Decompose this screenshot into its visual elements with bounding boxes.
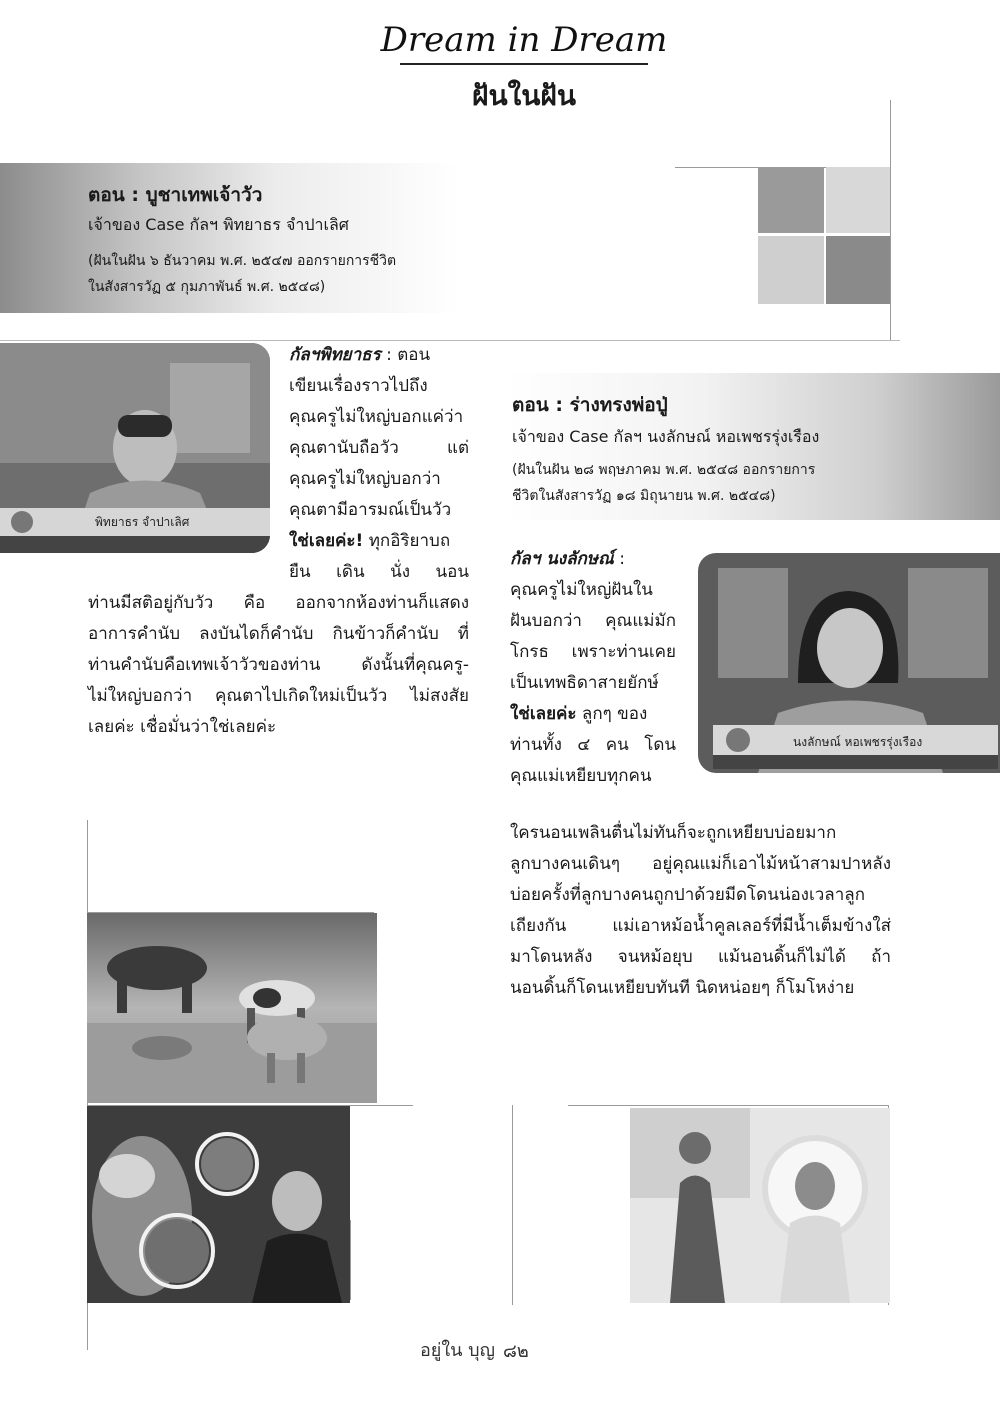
illustration-two-women [630, 1108, 890, 1303]
section1-lead: กัลฯพิทยาธร [289, 345, 381, 365]
page-number: ๘๒ [503, 1341, 529, 1362]
title-underline [400, 63, 648, 65]
section1-owner: เจ้าของ Case กัลฯ พิทยาธร จำปาเลิศ [88, 215, 349, 234]
section2-date-line1: (ฝันในฝัน ๒๘ พฤษภาคม พ.ศ. ๒๕๔๘ ออกรายการ [512, 462, 816, 478]
decor-square [758, 236, 824, 304]
section2-body-long: ใครนอนเพลินตื่นไม่ทันก็จะถูกเหยียบบ่อยมาก ลูกบางคนเดินๆ อยู่คุณแม่ก็เอาไม้หน้าสามปาหลัง บ่อยครั้งที่ลูกบางคนถูกปาด้วยมีดโดนน่องเวลาลูก เถียงกัน แม่เอาหม้อน้ำคูลเลอร์ที่มีน้ำเต็มข้างใส่ มาโดนหลัง จนหม้อยุบ แม้นอนดิ้นก็ไม่ได้ ถ้า นอนดิ้นก็โดนเหยียบทันที นิดหน่อยๆ ก็โมโหง่าย [510, 823, 891, 998]
divider-vertical-top-right [890, 100, 891, 340]
page-subtitle: ฝันในฝัน [472, 79, 576, 112]
decor-square [758, 167, 824, 233]
illustration-cow-prayer [87, 1106, 350, 1303]
section2-lead: กัลฯ นงลักษณ์ [510, 549, 614, 569]
divider-vertical-right-bottom [512, 1105, 513, 1305]
section1-title: ตอน : บูชาเทพเจ้าวัว [88, 184, 263, 206]
section1-date-line1: (ฝันในฝัน ๖ ธันวาคม พ.ศ. ๒๕๔๗ ออกรายการชีวิต [88, 253, 397, 269]
section2-owner: เจ้าของ Case กัลฯ นงลักษณ์ หอเพชรรุ่งเรือง [512, 427, 820, 446]
decor-square [826, 167, 890, 233]
divider-right-bottom [568, 1105, 888, 1106]
section2-title: ตอน : ร่างทรงพ่อปู่ [512, 394, 668, 416]
divider-vertical-mid [350, 1220, 351, 1300]
footer-logo: อยู่ใน บุญ [420, 1340, 495, 1361]
photo-pittayatorn [0, 343, 270, 553]
section2-body-short: กัลฯ นงลักษณ์ : คุณครูไม่ใหญ่ฝันใน ฝันบอกว่า คุณแม่มัก โกรธ เพราะท่านเคย เป็นเทพธิดาสายยักษ์ ใช่เลยค่ะ ลูกๆ ของ ท่านทั้ง ๔ คน โดน คุณแม่เหยียบทุกคน [510, 549, 676, 786]
photo-caption: นงลักษณ์ หอเพชรรุ่งเรือง [793, 735, 923, 749]
page-title: Dream in Dream [380, 20, 668, 60]
section1-body-short: กัลฯพิทยาธร : ตอน เขียนเรื่องราวไปถึง คุณครูไม่ใหญ่บอกแค่ว่า คุณตานับถือวัว แต่ คุณครูไม่ใหญ่บอกว่า คุณตามีอารมณ์เป็นวัว ใช่เลยค่ะ! ทุกอิริยาบถ ยืน เดิน นั่ง นอน [289, 345, 469, 582]
decor-square [826, 236, 890, 304]
photo-caption: พิทยาธร จำปาเลิศ [95, 515, 190, 529]
section1-emphasis: ใช่เลยค่ะ! [289, 531, 364, 551]
section1-date-line2: ในสังสารวัฏ ๕ กุมภาพันธ์ พ.ศ. ๒๕๔๘) [88, 279, 326, 295]
photo-nongluck [698, 553, 1000, 773]
section2-emphasis: ใช่เลยค่ะ [510, 704, 577, 724]
illustration-cows [87, 913, 377, 1103]
section1-body-long: ท่านมีสติอยู่กับวัว คือ ออกจากห้องท่านก็แสดง อาการคำนับ ลงบันไดก็คำนับ กินข้าวก็คำนับ ที่ ท่านคำนับคือเทพเจ้าวัวของท่าน ดังนั้นที่คุณครู- ไม่ใหญ่บอกว่า คุณตาไปเกิดใหม่เป็นวัว ไม่สงสัย เลยค่ะ เชื่อมั่นว่าใช่เลยค่ะ [88, 593, 469, 737]
section2-date-line2: ชีวิตในสังสารวัฏ ๑๘ มิถุนายน พ.ศ. ๒๕๔๘) [512, 488, 776, 504]
